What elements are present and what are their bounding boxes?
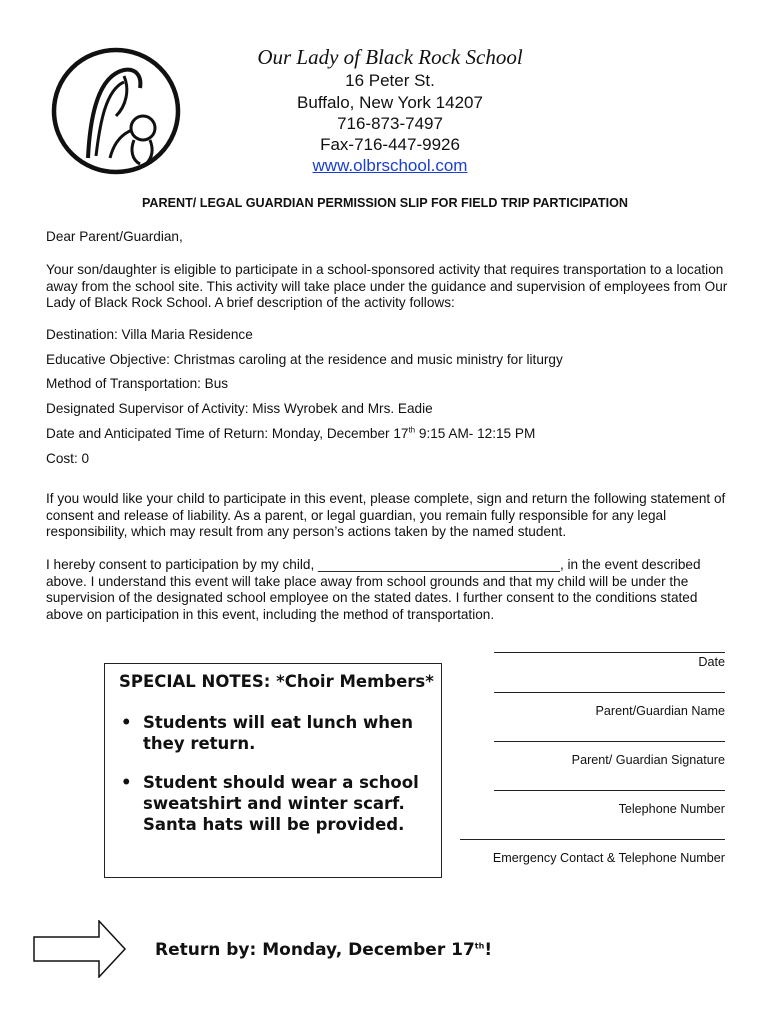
list-item: [121, 772, 441, 835]
emergency-contact-label: Emergency Contact & Telephone Number: [492, 851, 725, 865]
emergency-contact-line[interactable]: [460, 839, 725, 840]
school-website-container: [195, 156, 585, 176]
cost-field: Cost: 0: [46, 451, 90, 466]
telephone-line[interactable]: [494, 790, 725, 791]
guardian-signature-line[interactable]: [494, 741, 725, 742]
bullet-icon: •: [121, 713, 132, 732]
supervisor-field: Designated Supervisor of Activity: Miss Wyrobek and Mrs. Eadie: [46, 401, 433, 416]
return-time-suffix: 9:15 AM- 12:15 PM: [415, 426, 536, 441]
note-text: Student should wear a school sweatshirt and winter scarf. Santa hats will be provided.: [143, 773, 419, 834]
transport-field: Method of Transportation: Bus: [46, 376, 229, 391]
return-by-prefix: Return by: Monday, December 17: [155, 940, 475, 960]
destination-field: Destination: Villa Maria Residence: [46, 327, 253, 342]
intro-paragraph: Your son/daughter is eligible to participate in a school-sponsored activity that requires transportation to a location away from the school site. This activity will take place under the guidance and supervision of employees from Our Lady of Black Rock School. A brief description of the activity follows:: [46, 262, 728, 310]
return-by-text: [155, 940, 492, 960]
special-notes-list: [105, 712, 441, 853]
guardian-signature-label: Parent/ Guardian Signature: [571, 753, 725, 767]
school-phone: 716-873-7497: [337, 114, 443, 133]
school-name: Our Lady of Black Rock School: [257, 45, 523, 69]
special-notes-heading: SPECIAL NOTES: *Choir Members*: [119, 672, 434, 691]
page-title: PARENT/ LEGAL GUARDIAN PERMISSION SLIP FOR FIELD TRIP PARTICIPATION: [141, 196, 629, 210]
school-city: Buffalo, New York 14207: [297, 93, 483, 112]
school-website-link[interactable]: www.olbrschool.com: [312, 156, 468, 175]
return-by-sup: th: [474, 941, 485, 951]
right-arrow-icon: [33, 920, 127, 978]
objective-field: Educative Objective: Christmas caroling at the residence and music ministry for liturgy: [46, 352, 563, 367]
date-signature-line[interactable]: [494, 652, 725, 653]
salutation: Dear Parent/Guardian,: [46, 229, 183, 244]
list-item: [121, 712, 441, 754]
special-notes-box: [104, 663, 442, 878]
guardian-name-label: Parent/Guardian Name: [595, 704, 725, 718]
date-label: Date: [698, 655, 725, 669]
guardian-name-line[interactable]: [494, 692, 725, 693]
consent-paragraph: I hereby consent to participation by my child, ________________________________, in the event described above. I understand this event will take place away from school grounds and that my child will be under the supervision of the designated school employee on the stated dates. I further consent to the conditions stated above on participation in this event, including the method of transportation.: [46, 557, 701, 622]
return-time-sup: th: [408, 425, 416, 435]
madonna-child-logo-icon: [50, 46, 182, 176]
school-street: 16 Peter St.: [345, 71, 435, 90]
bullet-icon: •: [121, 773, 132, 792]
release-paragraph: If you would like your child to participate in this event, please complete, sign and return the following statement of consent and release of liability. As a parent, or legal guardian, you remain fully responsible for any legal responsibility, which may result from any person’s actions taken by the named student.: [46, 491, 726, 539]
school-fax: Fax-716-447-9926: [320, 135, 460, 154]
note-text: Students will eat lunch when they return.: [143, 713, 413, 753]
return-time-prefix: Date and Anticipated Time of Return: Monday, December 17: [46, 426, 409, 441]
telephone-label: Telephone Number: [618, 802, 725, 816]
return-time-field: [46, 426, 535, 441]
return-by-suffix: !: [484, 940, 493, 960]
